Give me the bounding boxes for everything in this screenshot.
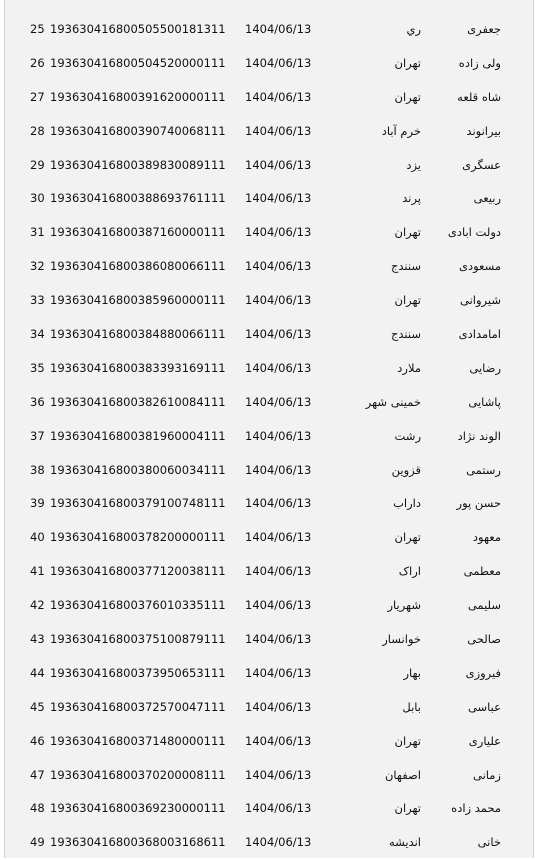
tracking-code: 193630416800505500181311 bbox=[50, 22, 226, 36]
row-number: 48 bbox=[30, 801, 45, 816]
name-cell: الوند نژاد bbox=[457, 428, 501, 443]
tracking-code: 193630416800382610084111 bbox=[50, 394, 226, 409]
row-number: 34 bbox=[30, 327, 45, 342]
row-number: 25 bbox=[30, 22, 45, 36]
row-number: 28 bbox=[30, 123, 45, 138]
table-row bbox=[5, 759, 533, 793]
row-number: 37 bbox=[30, 428, 45, 443]
city-cell: تهران bbox=[394, 801, 421, 816]
row-number: 40 bbox=[30, 530, 45, 545]
table-row bbox=[5, 149, 533, 183]
tracking-code: 193630416800376010335111 bbox=[50, 598, 226, 613]
table-row bbox=[5, 454, 533, 488]
tracking-code: 193630416800368003168611 bbox=[50, 835, 226, 850]
table-row bbox=[5, 691, 533, 725]
table-row bbox=[5, 521, 533, 555]
city-cell: یزد bbox=[406, 157, 421, 172]
city-cell: قزوین bbox=[391, 462, 421, 477]
table-row bbox=[5, 792, 533, 826]
tracking-code: 193630416800383393169111 bbox=[50, 360, 226, 375]
date-cell: 1404/06/13 bbox=[245, 293, 312, 308]
table-row bbox=[5, 115, 533, 149]
name-cell: رضایی bbox=[469, 360, 501, 375]
name-cell: مسعودی bbox=[458, 259, 501, 274]
tracking-code: 193630416800504520000111 bbox=[50, 55, 226, 70]
row-number: 35 bbox=[30, 360, 45, 375]
tracking-code: 193630416800388693761111 bbox=[50, 191, 226, 206]
date-cell: 1404/06/13 bbox=[245, 394, 312, 409]
date-cell: 1404/06/13 bbox=[245, 22, 312, 36]
tracking-code: 193630416800371480000111 bbox=[50, 733, 226, 748]
tracking-code: 193630416800386080066111 bbox=[50, 259, 226, 274]
city-cell: تهران bbox=[394, 293, 421, 308]
name-cell: معهود bbox=[472, 530, 501, 545]
date-cell: 1404/06/13 bbox=[245, 360, 312, 375]
row-number: 42 bbox=[30, 598, 45, 613]
date-cell: 1404/06/13 bbox=[245, 598, 312, 613]
name-cell: معطمی bbox=[463, 564, 501, 579]
table-row bbox=[5, 284, 533, 318]
city-cell: ري bbox=[406, 22, 421, 36]
row-number: 41 bbox=[30, 564, 45, 579]
table-row bbox=[5, 386, 533, 420]
date-cell: 1404/06/13 bbox=[245, 55, 312, 70]
table-row bbox=[5, 318, 533, 352]
date-cell: 1404/06/13 bbox=[245, 225, 312, 240]
document-sheet bbox=[4, 0, 534, 858]
tracking-code: 193630416800385960000111 bbox=[50, 293, 226, 308]
name-cell: سلیمی bbox=[467, 598, 501, 613]
date-cell: 1404/06/13 bbox=[245, 89, 312, 104]
row-number: 33 bbox=[30, 293, 45, 308]
row-number: 43 bbox=[30, 632, 45, 647]
date-cell: 1404/06/13 bbox=[245, 428, 312, 443]
name-cell: ربیعی bbox=[473, 191, 501, 206]
city-cell: داراب bbox=[393, 496, 421, 511]
date-cell: 1404/06/13 bbox=[245, 123, 312, 138]
row-number: 45 bbox=[30, 699, 45, 714]
date-cell: 1404/06/13 bbox=[245, 191, 312, 206]
row-number: 36 bbox=[30, 394, 45, 409]
row-number: 46 bbox=[30, 733, 45, 748]
city-cell: تهران bbox=[394, 225, 421, 240]
name-cell: محمد زاده bbox=[451, 801, 501, 816]
tracking-code: 193630416800389830089111 bbox=[50, 157, 226, 172]
date-cell: 1404/06/13 bbox=[245, 462, 312, 477]
table-row bbox=[5, 420, 533, 454]
date-cell: 1404/06/13 bbox=[245, 699, 312, 714]
tracking-code: 193630416800391620000111 bbox=[50, 89, 226, 104]
row-number: 26 bbox=[30, 55, 45, 70]
table-row bbox=[5, 555, 533, 589]
tracking-code: 193630416800390740068111 bbox=[50, 123, 226, 138]
city-cell: خوانسار bbox=[382, 632, 421, 647]
city-cell: پرند bbox=[402, 191, 421, 206]
city-cell: رشت bbox=[394, 428, 421, 443]
city-cell: سنندج bbox=[390, 327, 421, 342]
date-cell: 1404/06/13 bbox=[245, 801, 312, 816]
date-cell: 1404/06/13 bbox=[245, 733, 312, 748]
date-cell: 1404/06/13 bbox=[245, 157, 312, 172]
city-cell: خمینی شهر bbox=[365, 394, 421, 409]
name-cell: صالحی bbox=[467, 632, 501, 647]
table-row bbox=[5, 589, 533, 623]
table-row bbox=[5, 47, 533, 81]
name-cell: رستمی bbox=[466, 462, 501, 477]
name-cell: امامدادی bbox=[458, 327, 501, 342]
name-cell: عسگری bbox=[462, 157, 501, 172]
table-row bbox=[5, 826, 533, 860]
city-cell: تهران bbox=[394, 89, 421, 104]
table-row bbox=[5, 352, 533, 386]
city-cell: تهران bbox=[394, 530, 421, 545]
table-row bbox=[5, 725, 533, 759]
row-number: 30 bbox=[30, 191, 45, 206]
city-cell: تهران bbox=[394, 733, 421, 748]
tracking-code: 193630416800373950653111 bbox=[50, 665, 226, 680]
tracking-code: 193630416800378200000111 bbox=[50, 530, 226, 545]
row-number: 31 bbox=[30, 225, 45, 240]
name-cell: عباسی bbox=[467, 699, 501, 714]
tracking-code: 193630416800384880066111 bbox=[50, 327, 226, 342]
date-cell: 1404/06/13 bbox=[245, 530, 312, 545]
tracking-code: 193630416800369230000111 bbox=[50, 801, 226, 816]
row-number: 29 bbox=[30, 157, 45, 172]
tracking-code: 193630416800375100879111 bbox=[50, 632, 226, 647]
name-cell: پاشایی bbox=[468, 394, 501, 409]
date-cell: 1404/06/13 bbox=[245, 665, 312, 680]
tracking-code: 193630416800381960004111 bbox=[50, 428, 226, 443]
table-row bbox=[5, 216, 533, 250]
table-row bbox=[5, 81, 533, 115]
city-cell: شهریار bbox=[387, 598, 421, 613]
city-cell: خرم آباد bbox=[381, 123, 421, 138]
name-cell: حسن پور bbox=[456, 496, 501, 511]
name-cell: شیروانی bbox=[460, 293, 501, 308]
row-number: 39 bbox=[30, 496, 45, 511]
tracking-code: 193630416800387160000111 bbox=[50, 225, 226, 240]
table-row bbox=[5, 13, 533, 47]
name-cell: دولت ابادی bbox=[447, 225, 501, 240]
date-cell: 1404/06/13 bbox=[245, 327, 312, 342]
name-cell: علیاری bbox=[468, 733, 501, 748]
name-cell: جعفری bbox=[467, 22, 501, 36]
table-row bbox=[5, 487, 533, 521]
name-cell: فیروزی bbox=[465, 665, 501, 680]
city-cell: تهران bbox=[394, 55, 421, 70]
date-cell: 1404/06/13 bbox=[245, 496, 312, 511]
city-cell: بهار bbox=[403, 665, 421, 680]
city-cell: سنندج bbox=[390, 259, 421, 274]
row-number: 32 bbox=[30, 259, 45, 274]
name-cell: خانی bbox=[477, 835, 501, 850]
date-cell: 1404/06/13 bbox=[245, 259, 312, 274]
name-cell: بیرانوند bbox=[466, 123, 501, 138]
table-row bbox=[5, 250, 533, 284]
tracking-code: 193630416800370200008111 bbox=[50, 767, 226, 782]
name-cell: شاه قلعه bbox=[457, 89, 501, 104]
row-number: 44 bbox=[30, 665, 45, 680]
table-row bbox=[5, 182, 533, 216]
city-cell: بابل bbox=[402, 699, 421, 714]
city-cell: اراک bbox=[398, 564, 421, 579]
row-number: 27 bbox=[30, 89, 45, 104]
tracking-code: 193630416800377120038111 bbox=[50, 564, 226, 579]
row-number: 47 bbox=[30, 767, 45, 782]
records-table bbox=[5, 13, 533, 860]
table-row bbox=[5, 657, 533, 691]
city-cell: اندیشه bbox=[388, 835, 421, 850]
date-cell: 1404/06/13 bbox=[245, 632, 312, 647]
city-cell: اصفهان bbox=[384, 767, 421, 782]
date-cell: 1404/06/13 bbox=[245, 835, 312, 850]
date-cell: 1404/06/13 bbox=[245, 564, 312, 579]
tracking-code: 193630416800380060034111 bbox=[50, 462, 226, 477]
row-number: 38 bbox=[30, 462, 45, 477]
city-cell: ملارد bbox=[397, 360, 421, 375]
name-cell: زمانی bbox=[472, 767, 501, 782]
date-cell: 1404/06/13 bbox=[245, 767, 312, 782]
name-cell: ولی زاده bbox=[458, 55, 501, 70]
tracking-code: 193630416800379100748111 bbox=[50, 496, 226, 511]
tracking-code: 193630416800372570047111 bbox=[50, 699, 226, 714]
row-number: 49 bbox=[30, 835, 45, 850]
table-row bbox=[5, 623, 533, 657]
